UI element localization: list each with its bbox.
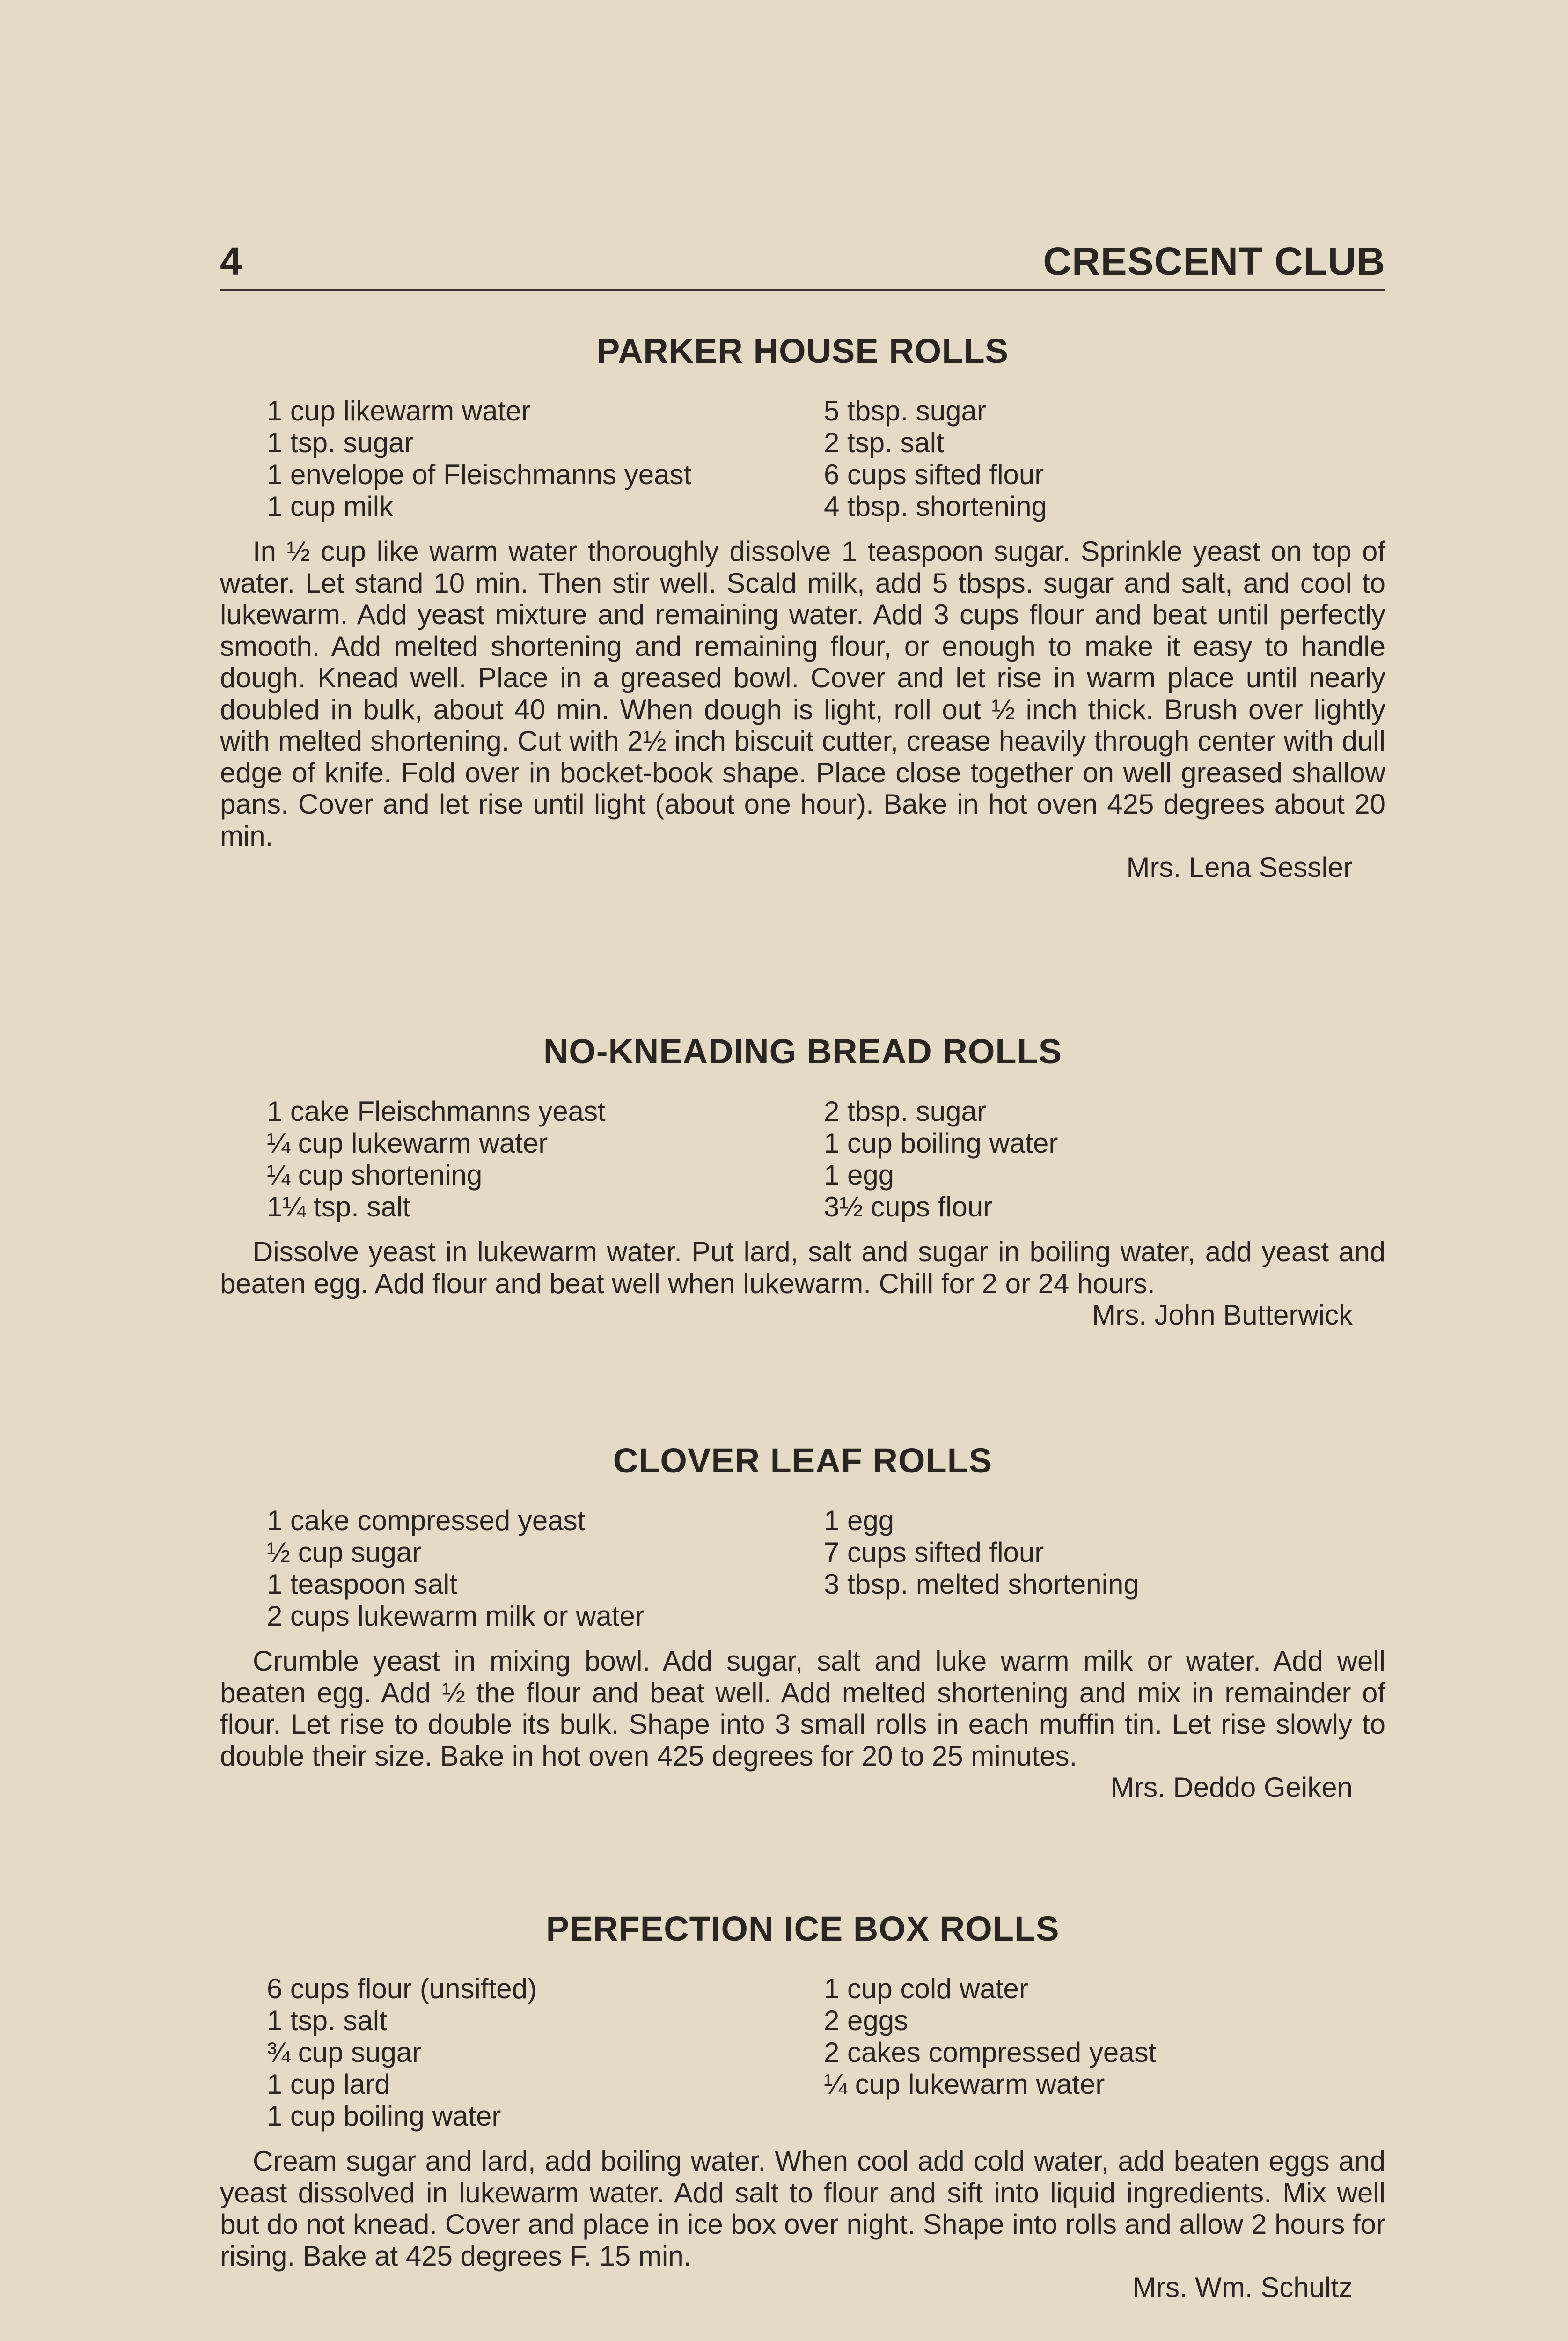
ingredients-right-column (824, 1973, 1156, 2100)
ingredient: 1 cup boiling water (824, 1127, 1058, 1159)
ingredient: 2 eggs (824, 2005, 909, 2036)
ingredients-right-column (824, 1505, 1139, 1600)
ingredient: 1 cup cold water (824, 1973, 1028, 2004)
ingredient: 6 cups flour (unsifted) (267, 1973, 537, 2004)
ingredients-right-column (824, 395, 1047, 523)
ingredient: 5 tbsp. sugar (824, 395, 986, 427)
ingredient: 6 cups sifted flour (824, 459, 1044, 490)
recipe-method: Cream sugar and lard, add boiling water. When cool add cold water, add beaten eggs and yeast dissolved in lukewarm water. Add salt to flour and sift into liquid ingredients. Mix well but do not knead. Cover and place in ice box over night. Shape into rolls and allow 2 hours for rising. Bake at 425 degrees F. 15 min. (220, 2145, 1385, 2272)
ingredient: 1 cake compressed yeast (267, 1505, 586, 1536)
ingredient: 1¼ tsp. salt (267, 1191, 410, 1222)
recipe-no-kneading-bread-rolls (220, 1028, 1385, 1331)
ingredient: ¾ cup sugar (267, 2037, 422, 2068)
recipe-title: PERFECTION ICE BOX ROLLS (546, 1909, 1060, 1948)
page-number: 4 (220, 239, 242, 283)
ingredient: 1 cup boiling water (267, 2100, 501, 2132)
recipe-title: CLOVER LEAF ROLLS (613, 1441, 993, 1480)
page-header (220, 238, 1385, 291)
recipe-method: Crumble yeast in mixing bowl. Add sugar, salt and luke warm milk or water. Add well beaten egg. Add ½ the flour and beat well. Add melted shortening and mix in remainder of flour. Let rise to double its bulk. Shape into 3 small rolls in each muffin tin. Let rise slowly to double their size. Bake in hot oven 425 degrees for 20 to 25 minutes. (220, 1645, 1385, 1772)
ingredient: 1 egg (824, 1505, 894, 1536)
ingredient: 3 tbsp. melted shortening (824, 1568, 1139, 1600)
ingredients (220, 1096, 1385, 1223)
ingredients (220, 1973, 1385, 2132)
ingredient: 1 teaspoon salt (267, 1568, 457, 1600)
ingredient: 1 cake Fleischmanns yeast (267, 1096, 606, 1127)
ingredient: 2 tbsp. sugar (824, 1096, 986, 1127)
ingredient: 4 tbsp. shortening (824, 491, 1047, 522)
ingredient: ¼ cup lukewarm water (267, 1127, 548, 1159)
ingredient: 1 envelope of Fleischmanns yeast (267, 459, 692, 490)
recipe-clover-leaf-rolls (220, 1437, 1385, 1804)
ingredients-left-column (267, 1096, 606, 1223)
recipe-parker-house-rolls (220, 328, 1385, 883)
recipe-title: PARKER HOUSE ROLLS (596, 331, 1009, 370)
ingredient: ¼ cup lukewarm water (824, 2069, 1105, 2100)
recipe-author: Mrs. Wm. Schultz (1132, 2272, 1353, 2303)
recipe-title: NO-KNEADING BREAD ROLLS (543, 1032, 1062, 1071)
ingredient: 1 tsp. sugar (267, 427, 414, 458)
ingredient: 1 egg (824, 1159, 894, 1191)
ingredient: 1 tsp. salt (267, 2005, 387, 2036)
ingredients (220, 1505, 1385, 1632)
recipe-method: Dissolve yeast in lukewarm water. Put lard, salt and sugar in boiling water, add yeast and beaten egg. Add flour and beat well when lukewarm. Chill for 2 or 24 hours. (220, 1236, 1385, 1299)
ingredients-left-column (267, 1505, 645, 1632)
ingredient: 3½ cups flour (824, 1191, 993, 1222)
ingredient: 1 cup lard (267, 2069, 390, 2100)
ingredient: 7 cups sifted flour (824, 1537, 1044, 1568)
ingredient: 2 tsp. salt (824, 427, 944, 458)
ingredient: ½ cup sugar (267, 1537, 422, 1568)
ingredients-left-column (267, 1973, 537, 2132)
ingredient: 1 cup likewarm water (267, 395, 531, 427)
ingredient: 1 cup milk (267, 491, 394, 522)
recipe-author: Mrs. Lena Sessler (1126, 852, 1353, 883)
recipe-perfection-ice-box-rolls (220, 1906, 1385, 2304)
ingredients-right-column (824, 1096, 1058, 1223)
ingredients (220, 395, 1385, 523)
ingredient: 2 cakes compressed yeast (824, 2037, 1157, 2068)
club-name: CRESCENT CLUB (1043, 239, 1385, 283)
recipe-method: In ½ cup like warm water thoroughly dissolve 1 teaspoon sugar. Sprinkle yeast on top of water. Let stand 10 min. Then stir well. Scald milk, add 5 tbsps. sugar and salt, and cool to lukewarm. Add yeast mixture and remaining water. Add 3 cups flour and beat until perfectly smooth. Add melted shortening and remaining flour, or enough to make it easy to handle dough. Knead well. Place in a greased bowl. Cover and let rise in warm place until nearly doubled in bulk, about 40 min. When dough is light, roll out ½ inch thick. Brush over lightly with melted shortening. Cut with 2½ inch biscuit cutter, crease heavily through center with dull edge of knife. Fold over in bocket-book shape. Place close together on well greased shallow pans. Cover and let rise until light (about one hour). Bake in hot oven 425 degrees about 20 min. (220, 536, 1385, 852)
recipe-author: Mrs. John Butterwick (1092, 1299, 1353, 1331)
recipe-author: Mrs. Deddo Geiken (1111, 1772, 1353, 1803)
ingredient: ¼ cup shortening (267, 1159, 483, 1191)
ingredients-left-column (267, 395, 691, 523)
ingredient: 2 cups lukewarm milk or water (267, 1600, 645, 1632)
